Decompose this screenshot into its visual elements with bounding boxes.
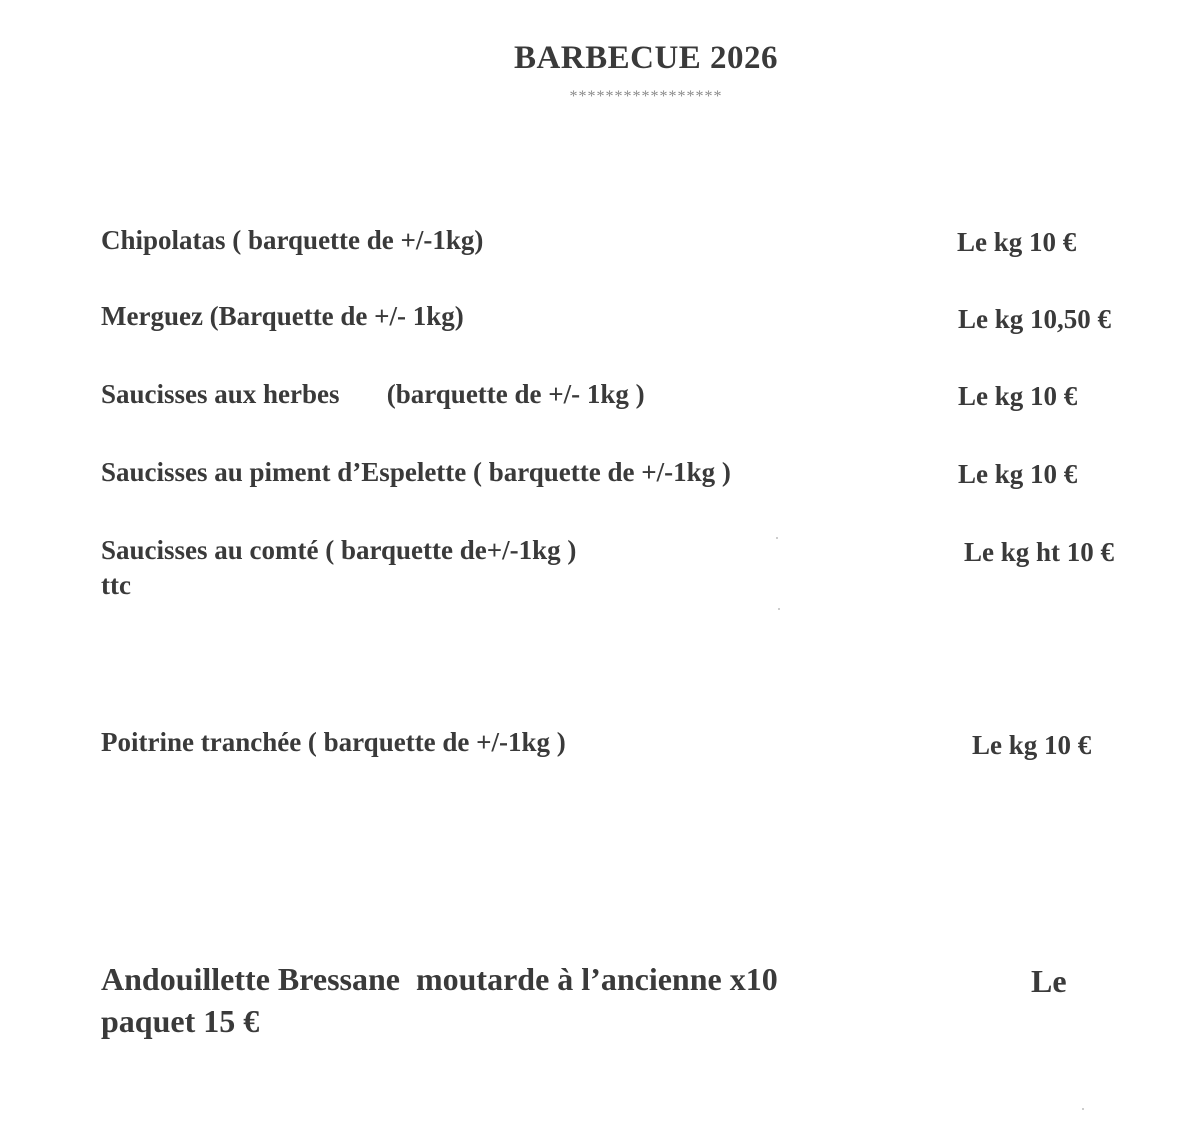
title-decoration-stars: *****************: [569, 88, 723, 105]
item-price: Le kg 10,50 €: [958, 304, 1112, 334]
item-name: Poitrine tranchée ( barquette de +/-1kg ): [101, 727, 566, 757]
scan-speck: [776, 537, 778, 539]
item-price: Le kg 10 €: [972, 730, 1092, 760]
item-price: Le kg 10 €: [957, 227, 1077, 257]
scan-speck: [1082, 1108, 1084, 1110]
item-price: Le: [1031, 963, 1067, 999]
item-name: Saucisses aux herbes (barquette de +/- 1kg ): [101, 379, 645, 409]
item-price: Le kg 10 €: [958, 381, 1078, 411]
item-name: Saucisses au piment d’Espelette ( barquette de +/-1kg ): [101, 457, 731, 487]
item-note: ttc: [101, 570, 131, 600]
item-name: Merguez (Barquette de +/- 1kg): [101, 301, 464, 331]
item-price-continuation: paquet 15 €: [101, 1003, 260, 1039]
item-name: Saucisses au comté ( barquette de+/-1kg ): [101, 535, 577, 565]
item-name: Chipolatas ( barquette de +/-1kg): [101, 225, 484, 255]
page-title: BARBECUE 2026: [513, 40, 779, 76]
item-price: Le kg ht 10 €: [964, 537, 1115, 567]
item-name: Andouillette Bressane moutarde à l’ancienne x10: [101, 961, 778, 997]
item-price: Le kg 10 €: [958, 459, 1078, 489]
scan-speck: [778, 608, 780, 610]
